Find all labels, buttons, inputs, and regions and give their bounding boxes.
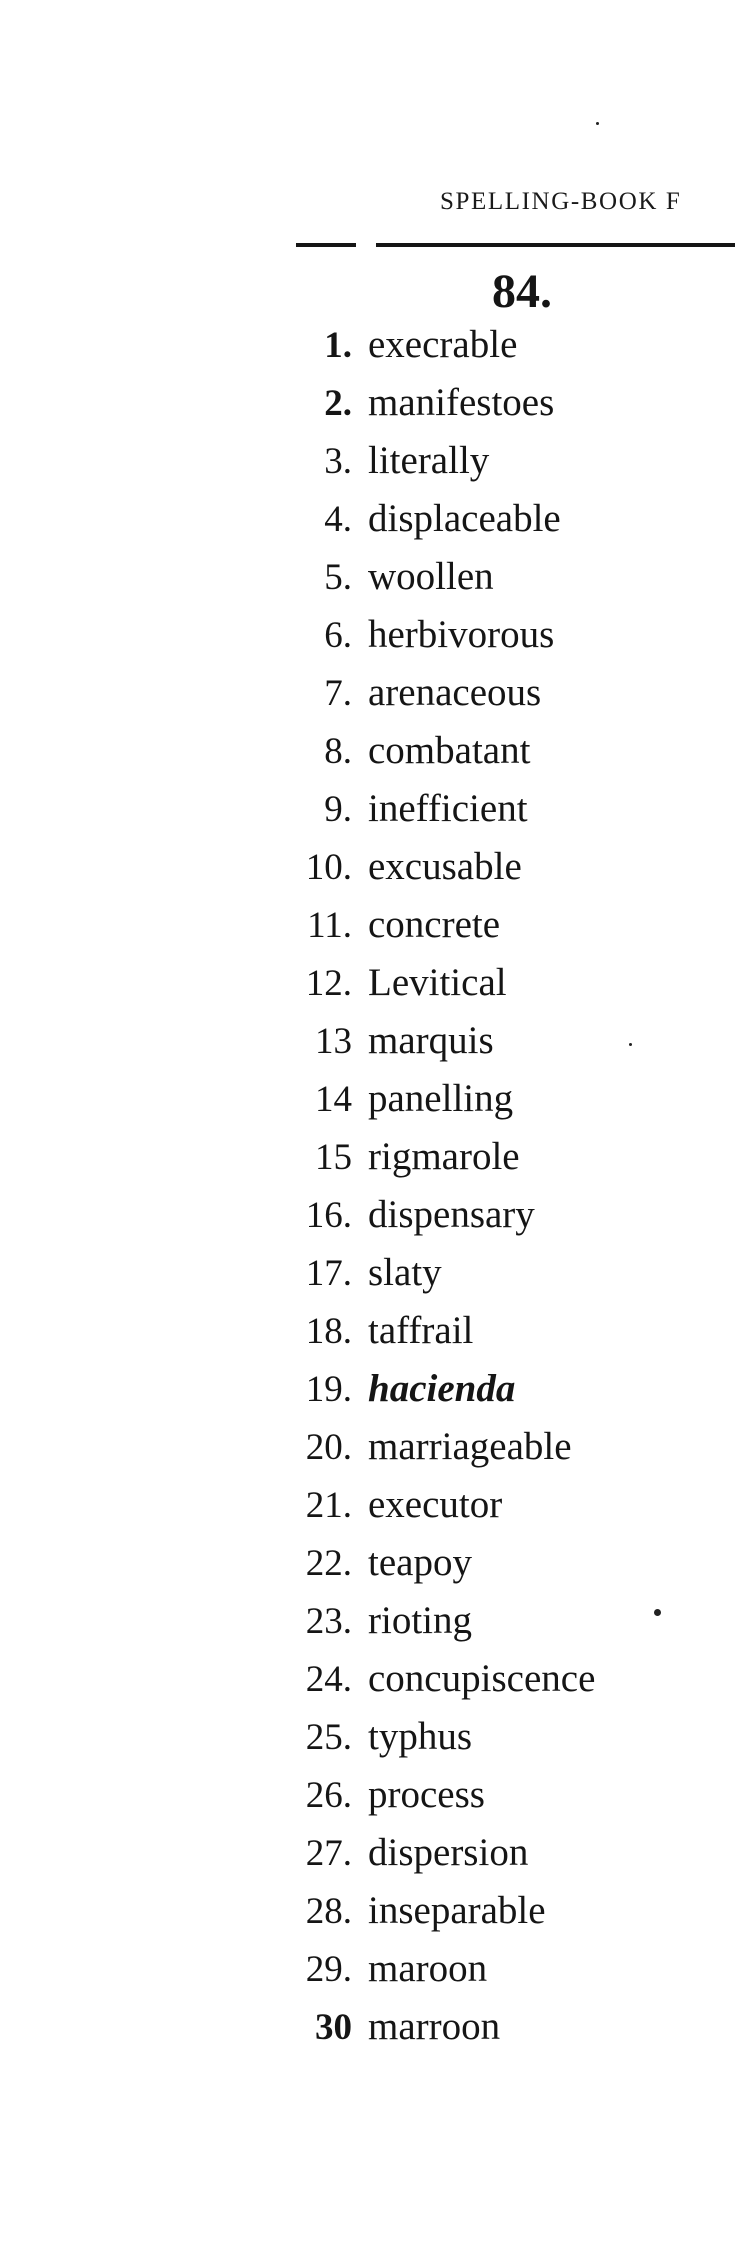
item-number: 10. <box>305 847 352 888</box>
list-item <box>270 554 595 612</box>
item-number: 16. <box>305 1195 352 1236</box>
list-item <box>270 1772 595 1830</box>
item-word: process <box>368 1773 485 1816</box>
header-rule <box>296 243 735 247</box>
item-word: concupiscence <box>368 1657 596 1700</box>
item-number: 30 <box>315 2007 352 2048</box>
item-word: maroon <box>368 1947 488 1990</box>
item-number: 2. <box>324 383 352 424</box>
list-item <box>270 1308 595 1366</box>
spelling-word-list <box>270 322 595 2062</box>
item-word: concrete <box>368 903 501 946</box>
item-number: 22. <box>305 1543 352 1584</box>
item-number: 7. <box>324 673 352 714</box>
item-number: 15 <box>315 1137 352 1178</box>
item-number: 11. <box>307 905 352 946</box>
item-number: 27. <box>305 1833 352 1874</box>
item-word: inefficient <box>368 787 528 830</box>
item-word: inseparable <box>368 1889 546 1932</box>
list-item <box>270 1192 595 1250</box>
item-word: taffrail <box>368 1309 474 1352</box>
item-word: execrable <box>368 323 518 366</box>
item-word: displaceable <box>368 497 561 540</box>
list-item <box>270 670 595 728</box>
list-item <box>270 1656 595 1714</box>
item-number: 5. <box>324 557 352 598</box>
item-number: 18. <box>305 1311 352 1352</box>
item-word: marquis <box>368 1019 494 1062</box>
item-number: 4. <box>324 499 352 540</box>
item-word: teapoy <box>368 1541 472 1584</box>
item-word: dispensary <box>368 1193 535 1236</box>
list-item <box>270 1714 595 1772</box>
list-item <box>270 1250 595 1308</box>
item-number: 19. <box>305 1369 352 1410</box>
item-number: 12. <box>305 963 352 1004</box>
list-item <box>270 496 595 554</box>
list-item <box>270 1134 595 1192</box>
item-number: 9. <box>324 789 352 830</box>
item-word: arenaceous <box>368 671 542 714</box>
item-number: 8. <box>324 731 352 772</box>
item-word: manifestoes <box>368 381 555 424</box>
item-number: 25. <box>305 1717 352 1758</box>
running-header: SPELLING-BOOK F <box>440 188 682 215</box>
item-number: 13 <box>315 1021 352 1062</box>
item-word: slaty <box>368 1251 442 1294</box>
item-number: 17. <box>305 1253 352 1294</box>
list-item <box>270 438 595 496</box>
list-item <box>270 902 595 960</box>
item-number: 3. <box>324 441 352 482</box>
list-item <box>270 1888 595 1946</box>
list-item <box>270 786 595 844</box>
list-item <box>270 1018 595 1076</box>
item-word: herbivorous <box>368 613 555 656</box>
list-item <box>270 1424 595 1482</box>
item-number: 14 <box>315 1079 352 1120</box>
ink-speck <box>654 1609 661 1616</box>
list-item <box>270 1830 595 1888</box>
list-item <box>270 728 595 786</box>
item-number: 28. <box>305 1891 352 1932</box>
item-word: rigmarole <box>368 1135 520 1178</box>
list-item <box>270 612 595 670</box>
list-item <box>270 2004 595 2062</box>
list-item <box>270 1598 595 1656</box>
item-number: 6. <box>324 615 352 656</box>
item-word: hacienda <box>368 1367 516 1410</box>
item-number: 29. <box>305 1949 352 1990</box>
list-item <box>270 1366 595 1424</box>
list-item <box>270 844 595 902</box>
item-number: 20. <box>305 1427 352 1468</box>
item-word: marriageable <box>368 1425 572 1468</box>
item-word: dispersion <box>368 1831 529 1874</box>
list-item <box>270 322 595 380</box>
item-word: literally <box>368 439 490 482</box>
list-item <box>270 1076 595 1134</box>
item-number: 24. <box>305 1659 352 1700</box>
list-item <box>270 1540 595 1598</box>
item-number: 21. <box>305 1485 352 1526</box>
item-number: 26. <box>305 1775 352 1816</box>
list-item <box>270 960 595 1018</box>
list-item <box>270 380 595 438</box>
item-word: panelling <box>368 1077 514 1120</box>
item-number: 1. <box>324 325 352 366</box>
item-word: rioting <box>368 1599 472 1642</box>
ink-speck <box>596 122 599 125</box>
list-item <box>270 1946 595 2004</box>
lesson-number: 84. <box>492 265 552 318</box>
item-word: excusable <box>368 845 522 888</box>
item-word: Levitical <box>368 961 507 1004</box>
item-word: executor <box>368 1483 503 1526</box>
item-number: 23. <box>305 1601 352 1642</box>
item-word: typhus <box>368 1715 473 1758</box>
item-word: marroon <box>368 2005 501 2048</box>
list-item <box>270 1482 595 1540</box>
item-word: combatant <box>368 729 531 772</box>
ink-speck <box>629 1043 632 1046</box>
item-word: woollen <box>368 555 494 598</box>
